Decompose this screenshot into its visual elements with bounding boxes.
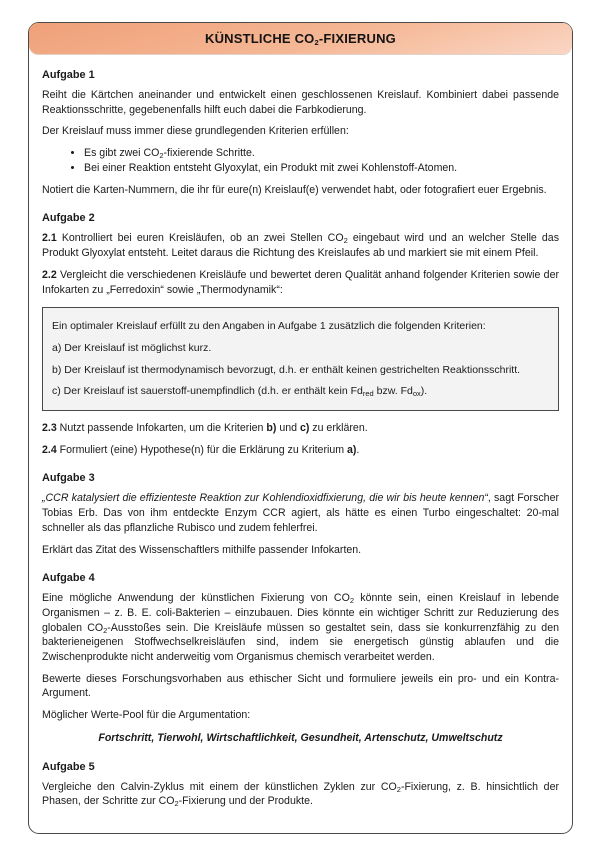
criteria-a: a) Der Kreislauf ist möglichst kurz. — [52, 341, 212, 354]
bullet-item: • Bei einer Reaktion entsteht Glyoxylat, ein Produkt mit zwei Kohlenstoff-Atomen. — [84, 161, 559, 176]
task-3-paragraph-2: Erklärt das Zitat des Wissenschaftlers mithilfe passender Infokarten. — [42, 543, 362, 556]
task-3-heading: Aufgabe 3 — [42, 472, 95, 485]
task-4-paragraph-1: Eine mögliche Anwendung der künstlichen Fixierung von $CO_2$ könnte sein, einen Kreislauf in lebende Organismen – z. B. E. coli-Bakterien – einzubauen. Dies könnte ein wichtiger Schritt zur Reduzierung des globalen $CO_2$-Ausstoßes sein. Die Kreisläufe müssen so gestaltet sein, dass sie konkurrenzfähig zu den bakterieneigenen Stoffwechselkreisläufen sind, indem sie energetisch günstig ablaufen und die Zwischenprodukte nicht anderweitig vom Organismus chemisch verarbeitet werden. — [42, 592, 559, 664]
task-2-4-paragraph: 2.4 Formuliert (eine) Hypothese(n) für die Erklärung zu Kriterium a). — [42, 443, 360, 456]
task-1-heading: Aufgabe 1 — [42, 69, 95, 81]
task-4-paragraph-2: Bewerte dieses Forschungsvorhaben aus ethischer Sicht und formuliere jeweils ein pro- und ein Kontra-Argument. — [42, 672, 559, 700]
criteria-intro: Ein optimaler Kreislauf erfüllt zu den Angaben in Aufgabe 1 zusätzlich die folgenden Kriterien: — [52, 320, 486, 333]
title-bar — [29, 23, 572, 54]
bullet-item: • Es gibt zwei $CO_2$-fixierende Schritte. — [84, 146, 559, 161]
task-2-1-paragraph: 2.1 Kontrolliert bei euren Kreisläufen, ob an zwei Stellen $CO_2$ eingebaut wird und an welcher Stelle das Produkt Glyoxylat entsteht. Leitet daraus die Richtung des Kreislaufes ab und markiert sie mit einem Pfeil. — [42, 232, 559, 260]
page-title: KÜNSTLICHE $CO_2$-FIXIERUNG — [205, 31, 396, 47]
criteria-c: c) Der Kreislauf ist sauerstoff-unempfindlich (d.h. er enthält kein $Fd_{red}$ bzw. $Fd_{ox}$). — [52, 385, 428, 399]
task-2-heading: Aufgabe 2 — [42, 212, 95, 225]
task-2-2-paragraph: 2.2 Vergleicht die verschiedenen Kreisläufe und bewertet deren Qualität anhand folgender Kriterien sowie der Infokarten zu „Ferredoxin“ sowie „Thermodynamik“: — [42, 268, 559, 296]
worksheet-card — [28, 22, 573, 834]
task-1-paragraph-2: Der Kreislauf muss immer diese grundlegenden Kriterien erfüllen: — [42, 125, 349, 138]
task-1-bullet-list — [42, 146, 559, 176]
task-2-3-paragraph: 2.3 Nutzt passende Infokarten, um die Kriterien b) und c) zu erklären. — [42, 422, 368, 435]
task-4-heading: Aufgabe 4 — [42, 572, 95, 585]
criteria-b: b) Der Kreislauf ist thermodynamisch bevorzugt, d.h. er enthält keinen gestrichelten Reaktionsschritt. — [52, 363, 521, 376]
task-5-heading: Aufgabe 5 — [42, 760, 95, 773]
task-1-paragraph-3: Notiert die Karten-Nummern, die ihr für eure(n) Kreislauf(e) verwendet habt, oder fotografiert euer Ergebnis. — [42, 183, 547, 196]
task-1-paragraph-1: Reiht die Kärtchen aneinander und entwickelt einen geschlossenen Kreislauf. Kombiniert dabei passende Reaktionsschritte, gegebenenfalls hilft euch dabei die Farbkodierung. — [42, 89, 559, 116]
task-3-quote-paragraph: „CCR katalysiert die effizienteste Reaktion zur Kohlendioxidfixierung, die wir bis heute kennen“, sagt Forscher Tobias Erb. Das von ihm entdeckte Enzym CCR agiert, als hätte es einen Turbo eingeschaltet: 20-mal schneller als das pflanzliche Rubisco und zudem fehlerfrei. — [42, 492, 559, 534]
task-5-paragraph-1: Vergleiche den Calvin-Zyklus mit einem der künstlichen Zyklen zur $CO_2$-Fixierung, z. B. hinsichtlich der Phasen, der Schritte zur $CO_2$-Fixierung und der Produkte. — [42, 780, 559, 809]
task-4-paragraph-3: Möglicher Werte-Pool für die Argumentation: — [42, 709, 251, 722]
values-pool-line: Fortschritt, Tierwohl, Wirtschaftlichkeit, Gesundheit, Artenschutz, Umweltschutz — [98, 731, 503, 744]
criteria-box — [42, 307, 559, 411]
